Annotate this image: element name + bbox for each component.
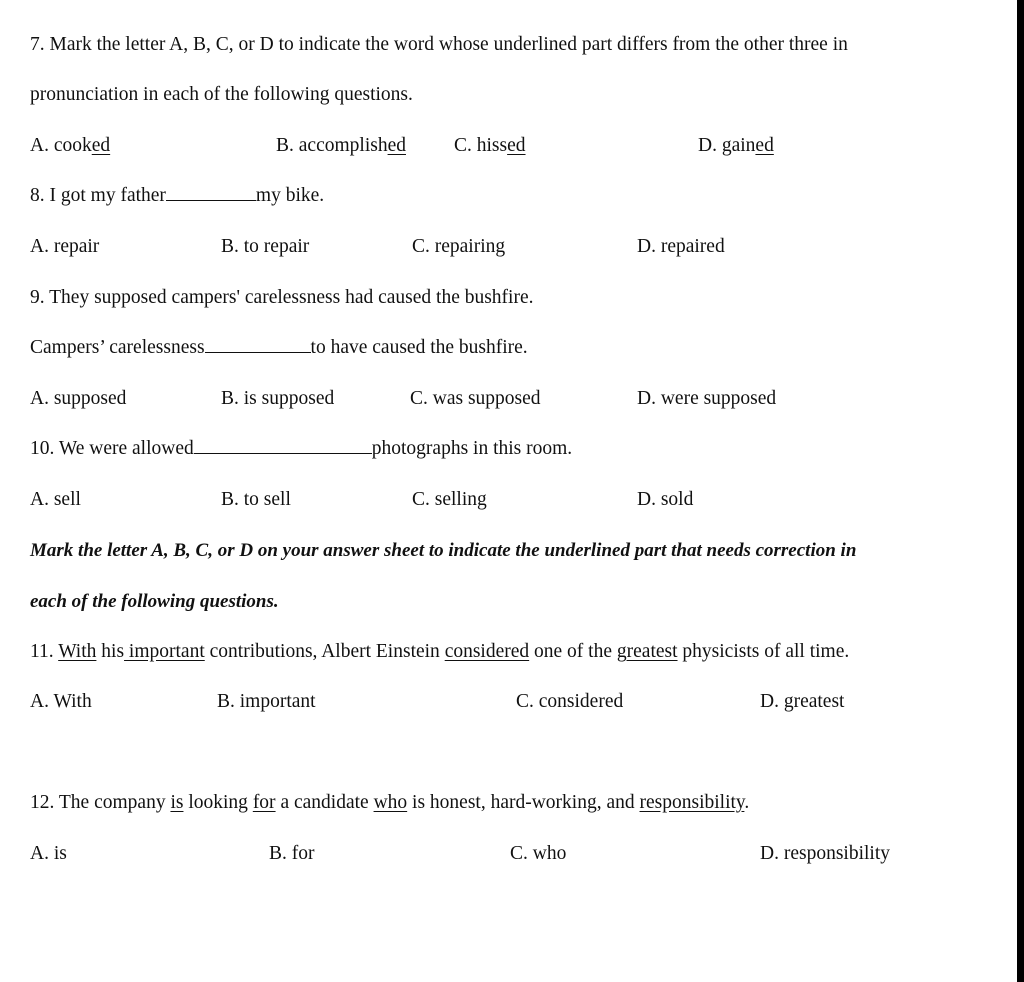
q7-prompt-line1: 7. Mark the letter A, B, C, or D to indicate the word whose underlined part differs from the other three in (30, 34, 848, 55)
q11-option-d: D. greatest (760, 691, 845, 712)
q11-option-b: B. important (217, 691, 316, 712)
underlined-part: ed (755, 135, 774, 156)
underlined-part: who (373, 792, 408, 813)
q12-option-c: C. who (510, 843, 567, 864)
q10-option-c: C. selling (412, 489, 487, 510)
q10-option-d: D. sold (637, 489, 694, 510)
q9-option-a: A. supposed (30, 388, 127, 409)
underlined-part: With (58, 641, 97, 662)
q12-sentence: 12. The company is looking for a candidate who is honest, hard-working, and responsibility. (30, 792, 750, 813)
q8-option-d: D. repaired (637, 236, 725, 257)
q7-option-b: B. accomplished (276, 135, 406, 156)
q11-option-a: A. With (30, 691, 92, 712)
q11-sentence: 11. With his important contributions, Albert Einstein considered one of the greatest physicists of all time. (30, 641, 850, 662)
q10-sentence: 10. We were allowed photographs in this room. (30, 438, 573, 459)
q12-option-b: B. for (269, 843, 315, 864)
q7-prompt-line2: pronunciation in each of the following questions. (30, 84, 413, 105)
q9-option-d: D. were supposed (637, 388, 777, 409)
q9-sentence: 9. They supposed campers' carelessness had caused the bushfire. (30, 287, 534, 308)
underlined-part: for (252, 792, 276, 813)
underlined-part: is (170, 792, 184, 813)
answer-blank (194, 437, 372, 454)
q9-option-c: C. was supposed (410, 388, 541, 409)
underlined-part: ed (387, 135, 406, 156)
answer-blank (205, 336, 311, 353)
q8-sentence: 8. I got my father my bike. (30, 185, 325, 206)
q12-option-d: D. responsibility (760, 843, 890, 864)
underlined-part: responsibility (639, 792, 745, 813)
q9-option-b: B. is supposed (221, 388, 335, 409)
q12-option-a: A. is (30, 843, 67, 864)
q7-option-a: A. cooked (30, 135, 111, 156)
underlined-part: ed (507, 135, 526, 156)
page-edge-border (1017, 0, 1024, 982)
q8-option-c: C. repairing (412, 236, 506, 257)
q8-option-b: B. to repair (221, 236, 310, 257)
q8-option-a: A. repair (30, 236, 100, 257)
underlined-part: important (124, 641, 205, 662)
q10-option-b: B. to sell (221, 489, 291, 510)
section-instruction-line1: Mark the letter A, B, C, or D on your answer sheet to indicate the underlined part that needs correction in (30, 540, 857, 561)
q7-option-c: C. hissed (454, 135, 526, 156)
underlined-part: greatest (616, 641, 678, 662)
section-instruction-line2: each of the following questions. (30, 591, 279, 612)
q10-option-a: A. sell (30, 489, 81, 510)
answer-blank (166, 184, 256, 201)
q11-option-c: C. considered (516, 691, 624, 712)
q9-rewrite: Campers’ carelessness to have caused the bushfire. (30, 337, 528, 358)
underlined-part: ed (91, 135, 111, 156)
underlined-part: considered (444, 641, 530, 662)
q7-option-d: D. gained (698, 135, 774, 156)
